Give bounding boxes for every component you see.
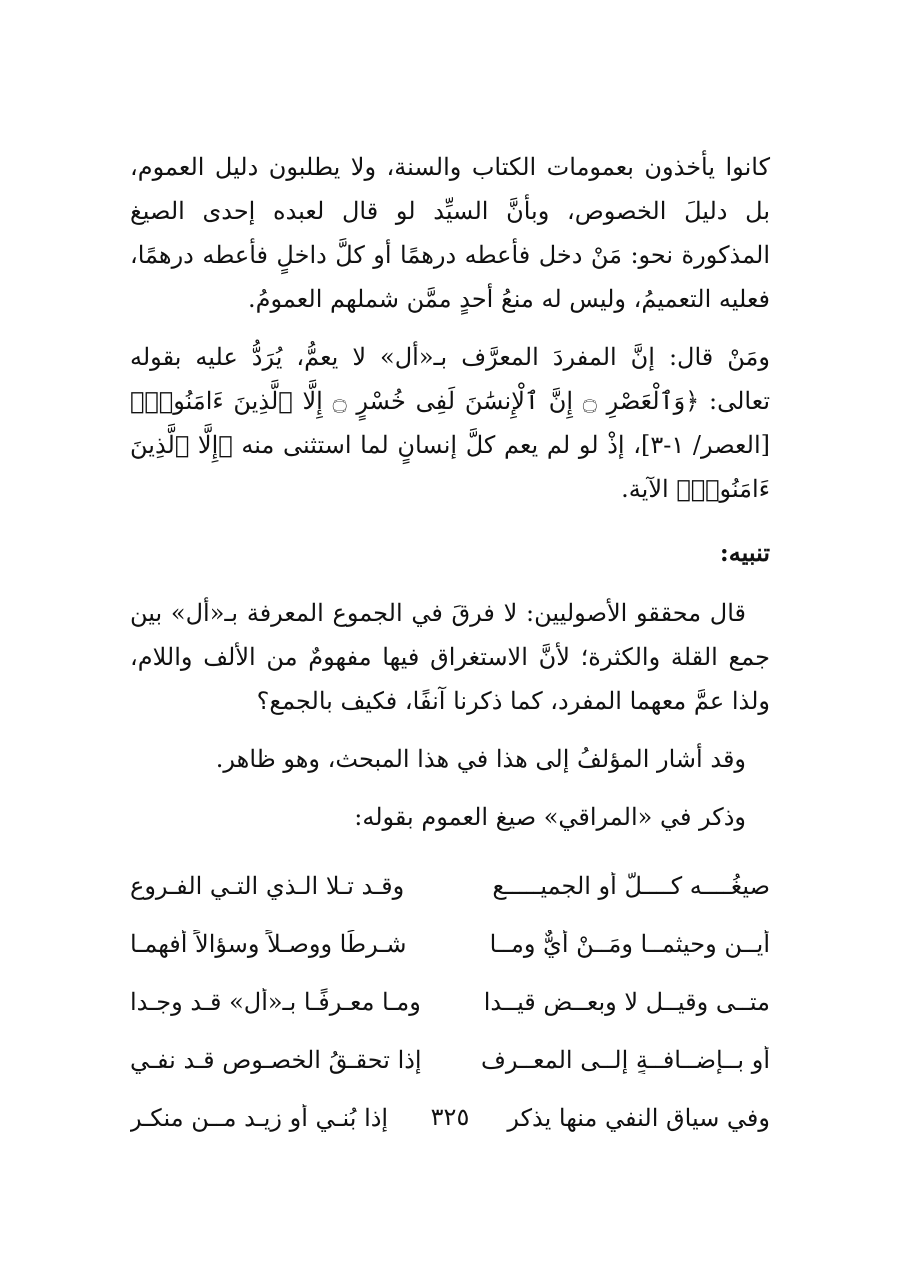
verse-second-hemistich: إذا تحقـقُ الخصـوصِ قـد نفـي [130, 1046, 422, 1074]
verse-second-hemistich: إذا بُنـي أو زِيـد مــن منكـر [130, 1104, 389, 1132]
verse-first-hemistich: صيغُــــه كــــلٌّ أو الجميـــــع [492, 872, 770, 900]
poem-verse [130, 915, 770, 973]
page-number: ٣٢٥ [430, 1103, 470, 1131]
paragraph-5: وذكر في «المراقي» صيغ العموم بقوله: [354, 803, 746, 831]
paragraph-3: قال محققو الأصوليين: لا فرقَ في الجموع المعرفة بـ«أل» بين جمع القلة والكثرة؛ لأنَّ الاستغراق فيها مفهومٌ من الألف واللام، ولذا عمَّ معهما المفرد، كما ذكرنا آنفًا، فكيف بالجمع؟ [130, 599, 770, 715]
verse-second-hemistich: وقـد تـلا الـذي التـي الفـروع [130, 872, 405, 900]
paragraph-1: كانوا يأخذون بعمومات الكتاب والسنة، ولا يطلبون دليل العموم، بل دليلَ الخصوص، وبأنَّ السيِّد لو قال لعبده إحدى الصيغ المذكورة نحو: مَنْ دخل فأعطه درهمًا أو كلَّ داخلٍ فأعطه درهمًا، فعليه التعميمُ، وليس له منعُ أحدٍ ممَّن شملهم العمومُ. [130, 153, 770, 313]
poem-verse [130, 973, 770, 1031]
verse-second-hemistich: شـرطًا ووصـلاً وسؤالاً أفهمـا [130, 930, 407, 958]
verse-first-hemistich: متــى وقيــل لا وبعــض قيــدا [483, 988, 770, 1016]
poem-verse [130, 1031, 770, 1089]
poem-verse [130, 857, 770, 915]
verse-first-hemistich: أيــن وحيثمــا ومَــنْ أيٌّ ومــا [489, 930, 770, 958]
verse-second-hemistich: ومـا معـرفًـا بـ«أل» قـد وجـدا [130, 988, 421, 1016]
verse-first-hemistich: أو بــإضــافــةٍ إلــى المعــرف [480, 1046, 770, 1074]
section-heading: تنبيه: [719, 538, 770, 567]
paragraph-2: ومَنْ قال: إنَّ المفردَ المعرَّف بـ«أل» لا يعمُّ، يُرَدُّ عليه بقوله تعالى: ﴿وَٱلْعَصْرِ ۝ إِنَّ ٱلْإِنسَٰنَ لَفِى خُسْرٍ ۝ إِلَّا ٱلَّذِينَ ءَامَنُوا۟﴾ [العصر/ ١-٣]، إذْ لو لم يعم كلَّ إنسانٍ لما استثنى منه ﴿إِلَّا ٱلَّذِينَ ءَامَنُوا۟﴾ الآية. [130, 343, 770, 503]
page-body [130, 145, 770, 1147]
verse-first-hemistich: وفي سياقِ النفي منها يذكر [507, 1104, 770, 1132]
paragraph-4: وقد أشار المؤلفُ إلى هذا في هذا المبحث، وهو ظاهر. [215, 745, 746, 773]
